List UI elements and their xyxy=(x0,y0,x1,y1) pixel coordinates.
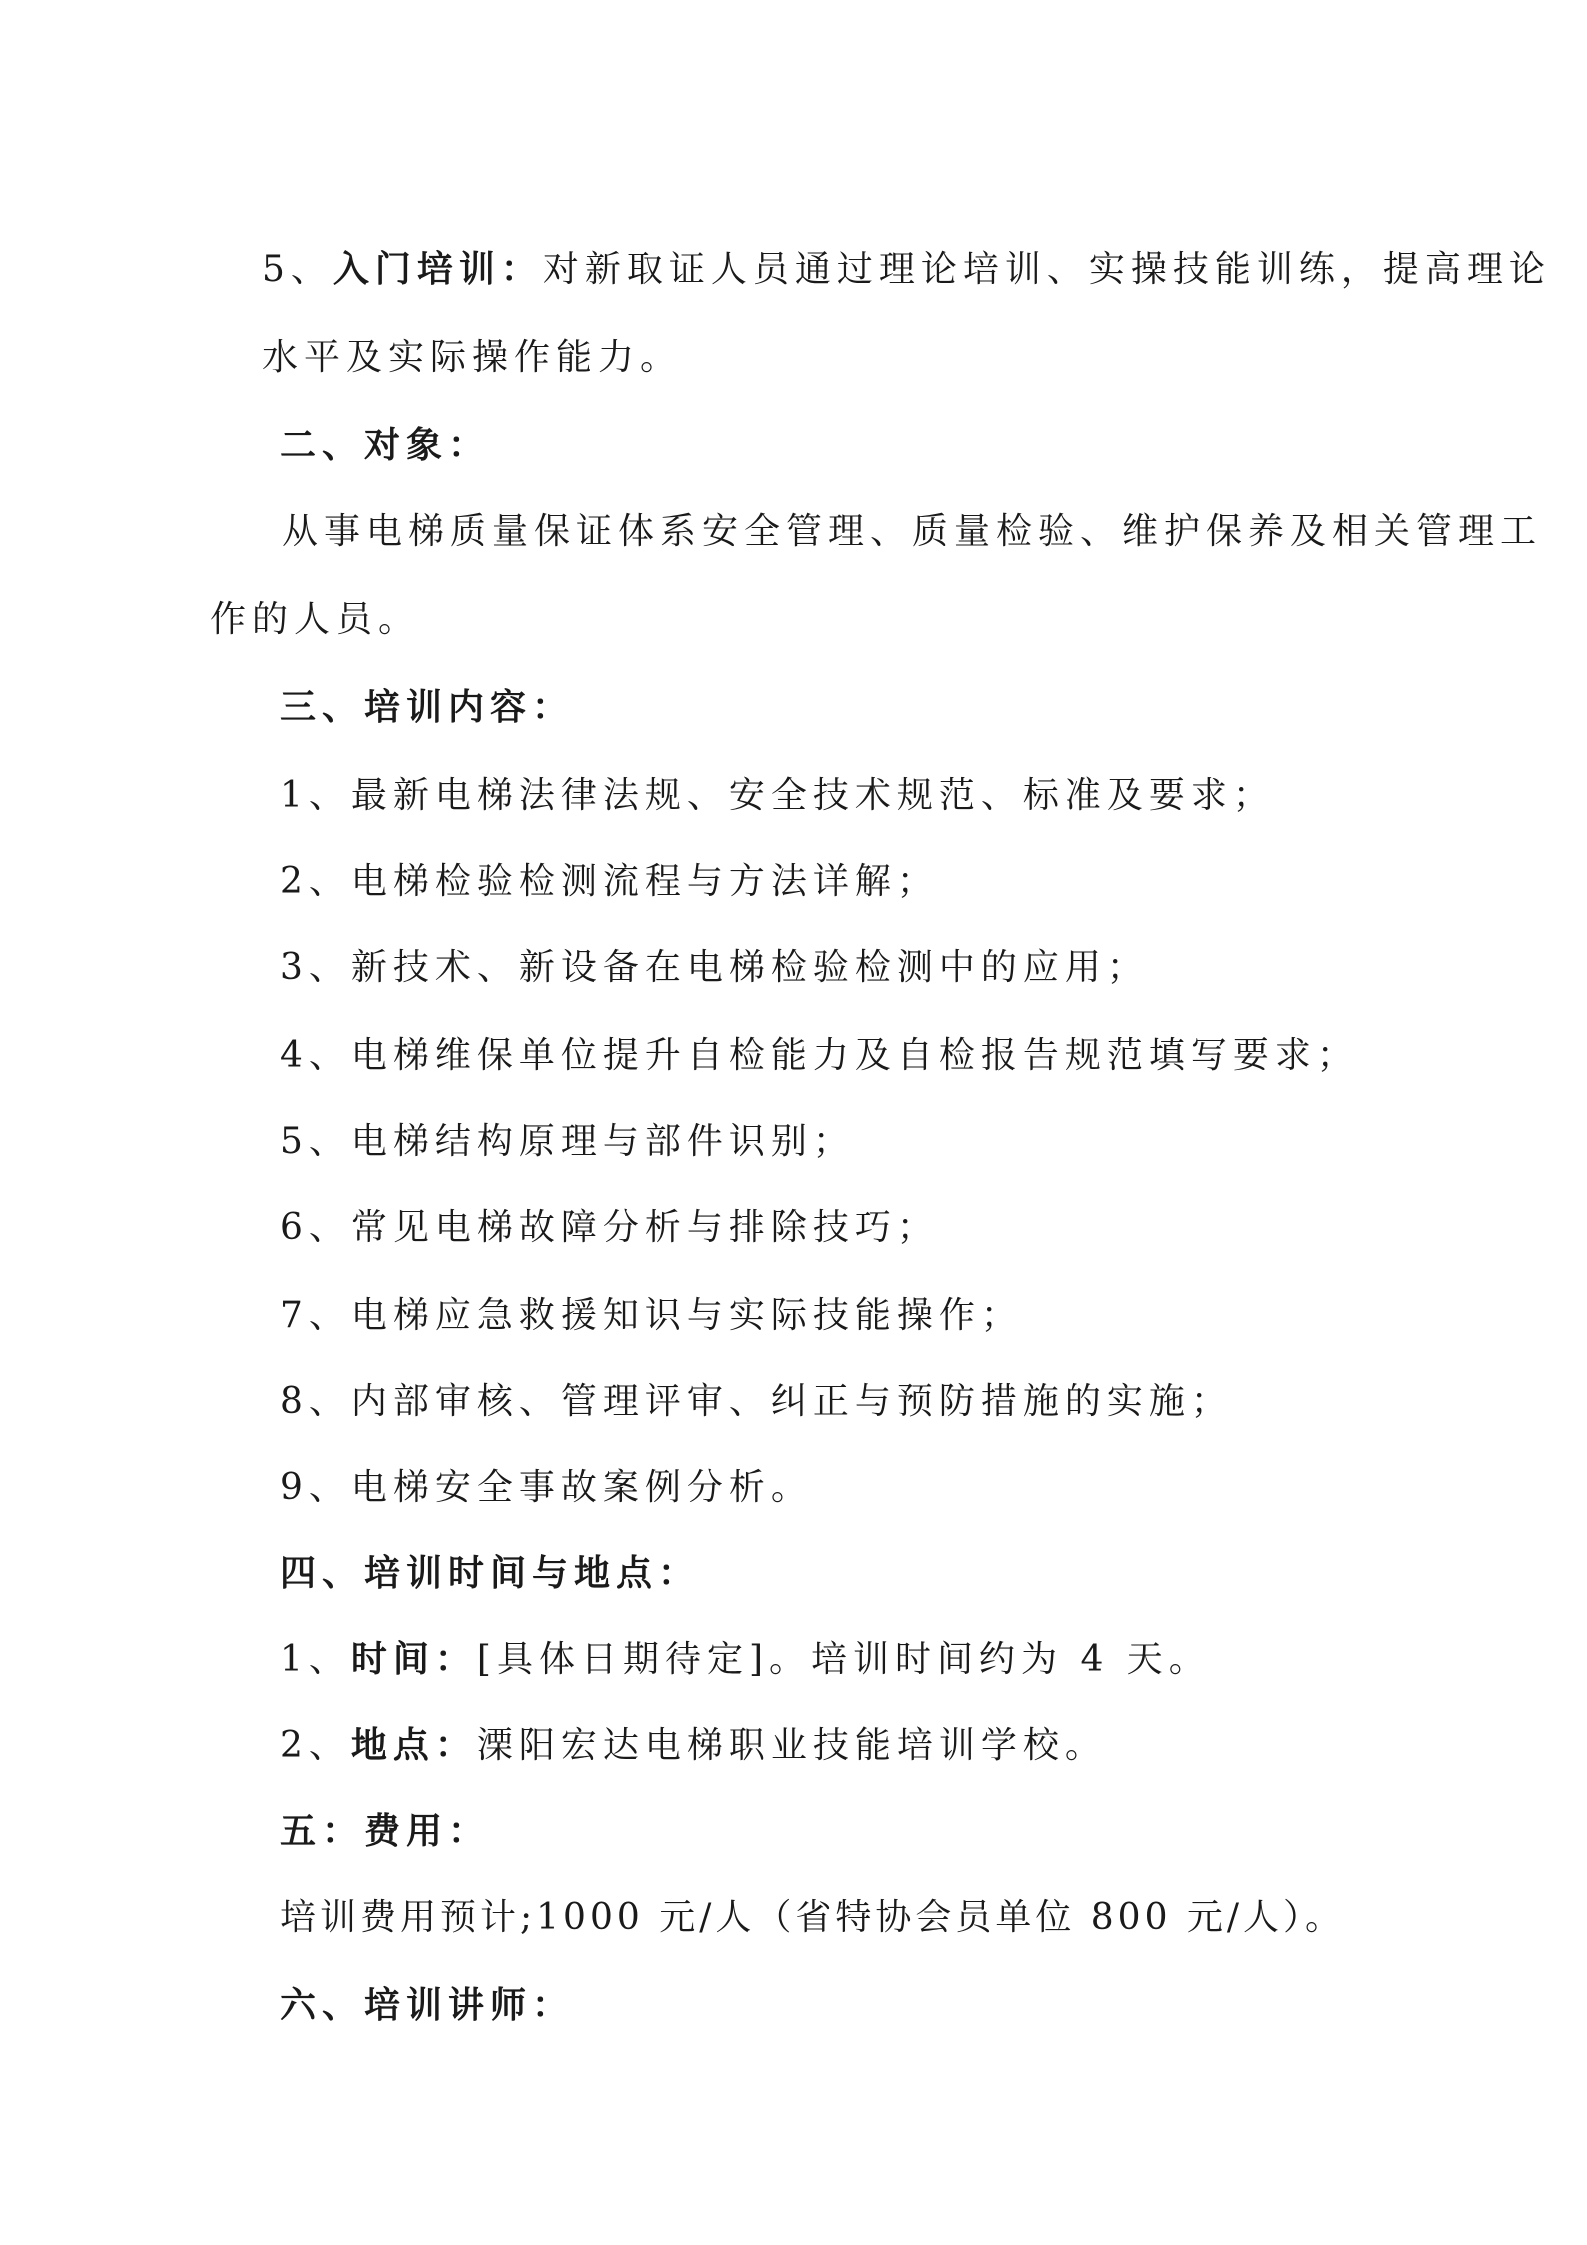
fee-text: 培训费用预计;1000 元/人（省特协会员单位 800 元/人）。 xyxy=(280,1897,1346,1938)
location-number: 2、 xyxy=(280,1725,351,1766)
location-text: 溧阳宏达电梯职业技能培训学校。 xyxy=(476,1725,1107,1766)
audience-text-line2: 作的人员。 xyxy=(210,599,421,640)
intro-item-text: 对新取证人员通过理论培训、实操技能训练，提高理论 xyxy=(542,249,1551,290)
time-number: 1、 xyxy=(280,1639,351,1680)
location-line xyxy=(280,1725,1107,1766)
content-item: 2、电梯检验检测流程与方法详解； xyxy=(280,861,939,902)
intro-item-label: 入门培训： xyxy=(332,249,543,290)
audience-text-line1: 从事电梯质量保证体系安全管理、质量检验、维护保养及相关管理工 xyxy=(282,511,1543,552)
section-heading-fee: 五：费用： xyxy=(280,1811,491,1852)
location-label: 地点： xyxy=(350,1725,477,1766)
content-item: 9、电梯安全事故案例分析。 xyxy=(280,1467,813,1508)
intro-item-number: 5、 xyxy=(262,249,333,290)
content-item: 6、常见电梯故障分析与排除技巧； xyxy=(280,1207,939,1248)
content-item: 5、电梯结构原理与部件识别； xyxy=(280,1121,855,1162)
content-item: 4、电梯维保单位提升自检能力及自检报告规范填写要求； xyxy=(280,1035,1359,1076)
content-item: 3、新技术、新设备在电梯检验检测中的应用； xyxy=(280,947,1149,988)
time-line xyxy=(280,1639,1211,1680)
intro-item-line2: 水平及实际操作能力。 xyxy=(262,337,683,378)
section-heading-time-location: 四、培训时间与地点： xyxy=(280,1553,701,1594)
intro-item-line1 xyxy=(262,249,1551,290)
section-heading-instructor: 六、培训讲师： xyxy=(280,1985,575,2026)
section-heading-content: 三、培训内容： xyxy=(280,687,575,728)
time-label: 时间： xyxy=(350,1639,477,1680)
content-item: 1、最新电梯法律法规、安全技术规范、标准及要求； xyxy=(280,775,1275,816)
section-heading-audience: 二、对象： xyxy=(280,425,491,466)
time-text: [具体日期待定]。培训时间约为 4 天。 xyxy=(476,1639,1211,1680)
content-item: 8、内部审核、管理评审、纠正与预防措施的实施； xyxy=(280,1381,1233,1422)
content-item: 7、电梯应急救援知识与实际技能操作； xyxy=(280,1295,1023,1336)
